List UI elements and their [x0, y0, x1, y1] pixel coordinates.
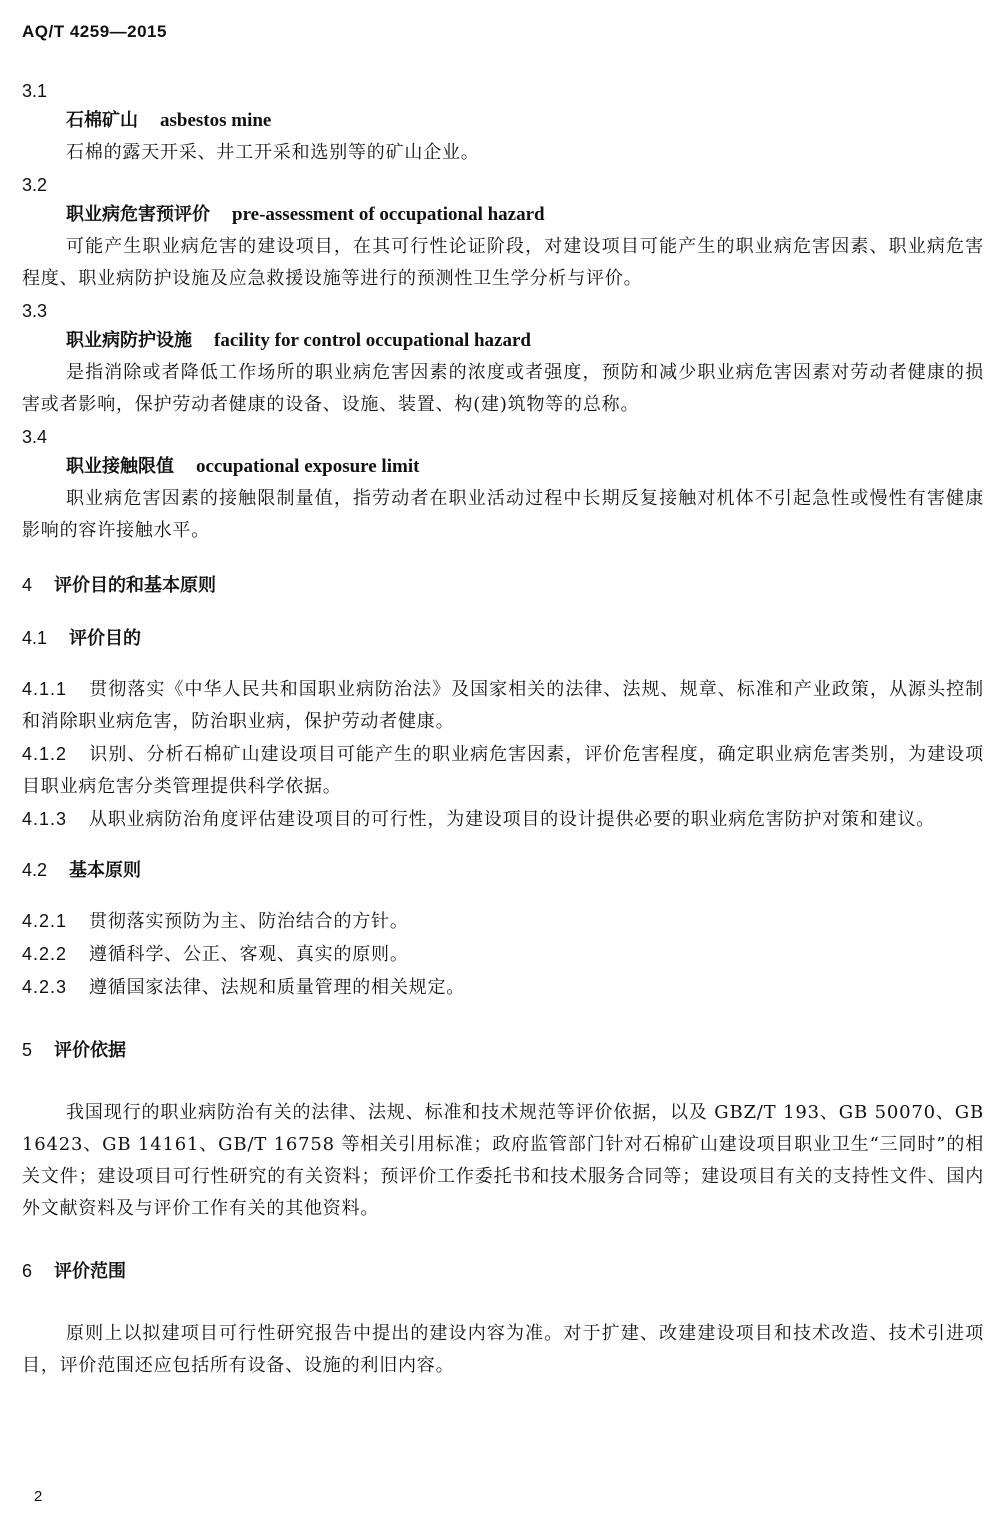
list-item	[22, 673, 984, 738]
term-entry	[22, 105, 984, 137]
subsection-number: 4.1	[22, 628, 48, 648]
subsection-title: 基本原则	[69, 860, 142, 881]
body-paragraph: 我国现行的职业病防治有关的法律、法规、标准和技术规范等评价依据，以及 GBZ/T 193、GB 50070、GB 16423、GB 14161、GB/T 16758 等相关引用标准；政府监管部门针对石棉矿山建设项目职业卫生“三同时”的相关文件；建设项目可行性研究的有关资料；预评价工作委托书和技术服务合同等；建设项目有关的支持性文件、国内外文献资料及与评价工作有关的其他资料。	[22, 1102, 984, 1219]
list-item	[22, 938, 984, 971]
term-zh: 职业病危害预评价	[66, 204, 210, 225]
section-number: 6	[22, 1261, 33, 1281]
term-en: facility for control occupational hazard	[214, 330, 531, 351]
list-item	[22, 803, 984, 836]
item-number: 4.2.2	[22, 944, 68, 964]
page-content	[22, 75, 984, 1382]
item-text: 遵循国家法律、法规和质量管理的相关规定。	[89, 977, 466, 998]
section-heading	[22, 1034, 984, 1067]
section-number: 5	[22, 1040, 33, 1060]
definition-text: 石棉的露天开采、井工开采和选别等的矿山企业。	[66, 142, 480, 163]
item-number: 4.1.3	[22, 809, 68, 829]
term-entry	[22, 451, 984, 483]
item-number: 4.2.1	[22, 911, 68, 931]
clause-number: 3.3	[22, 301, 48, 321]
body-paragraph: 原则上以拟建项目可行性研究报告中提出的建设内容为准。对于扩建、改建建设项目和技术改造、技术引进项目，评价范围还应包括所有设备、设施的利旧内容。	[22, 1323, 984, 1376]
section-title: 评价范围	[54, 1261, 127, 1282]
clause-number: 3.4	[22, 427, 48, 447]
subsection-number: 4.2	[22, 860, 48, 880]
definition-text: 职业病危害因素的接触限制量值，指劳动者在职业活动过程中长期反复接触对机体不引起急性或慢性有害健康影响的容许接触水平。	[22, 488, 984, 541]
term-en: occupational exposure limit	[196, 456, 420, 477]
item-text: 贯彻落实《中华人民共和国职业病防治法》及国家相关的法律、法规、规章、标准和产业政策，从源头控制和消除职业病危害，防治职业病，保护劳动者健康。	[22, 679, 984, 732]
term-en: pre-assessment of occupational hazard	[232, 204, 545, 225]
term-en: asbestos mine	[160, 110, 272, 131]
definition-text: 是指消除或者降低工作场所的职业病危害因素的浓度或者强度，预防和减少职业病危害因素对劳动者健康的损害或者影响，保护劳动者健康的设备、设施、装置、构(建)筑物等的总称。	[22, 362, 984, 415]
subsection-heading	[22, 622, 984, 655]
list-item	[22, 971, 984, 1004]
page-number: 2	[34, 1488, 43, 1505]
section-number: 4	[22, 575, 33, 595]
term-entry	[22, 199, 984, 231]
list-item	[22, 738, 984, 803]
clause-number: 3.2	[22, 175, 48, 195]
item-text: 贯彻落实预防为主、防治结合的方针。	[89, 911, 409, 932]
item-number: 4.2.3	[22, 977, 68, 997]
item-number: 4.1.2	[22, 744, 68, 764]
item-text: 遵循科学、公正、客观、真实的原则。	[89, 944, 409, 965]
item-text: 从职业病防治角度评估建设项目的可行性，为建设项目的设计提供必要的职业病危害防护对策和建议。	[89, 809, 936, 830]
subsection-heading	[22, 854, 984, 887]
list-item	[22, 905, 984, 938]
section-title: 评价依据	[54, 1040, 127, 1061]
item-list	[22, 673, 984, 836]
section-title: 评价目的和基本原则	[54, 575, 217, 596]
term-zh: 石棉矿山	[66, 110, 138, 131]
term-entry	[22, 325, 984, 357]
subsection-title: 评价目的	[69, 628, 142, 649]
term-zh: 职业病防护设施	[66, 330, 192, 351]
clause-number: 3.1	[22, 81, 48, 101]
definition-text: 可能产生职业病危害的建设项目，在其可行性论证阶段，对建设项目可能产生的职业病危害因素、职业病危害程度、职业病防护设施及应急救援设施等进行的预测性卫生学分析与评价。	[22, 236, 984, 289]
item-number: 4.1.1	[22, 679, 68, 699]
document-id: AQ/T 4259—2015	[22, 22, 167, 41]
item-text: 识别、分析石棉矿山建设项目可能产生的职业病危害因素，评价危害程度，确定职业病危害类别，为建设项目职业病危害分类管理提供科学依据。	[22, 744, 984, 797]
term-zh: 职业接触限值	[66, 456, 174, 477]
section-heading	[22, 1255, 984, 1288]
section-heading	[22, 569, 984, 602]
item-list	[22, 905, 984, 1004]
